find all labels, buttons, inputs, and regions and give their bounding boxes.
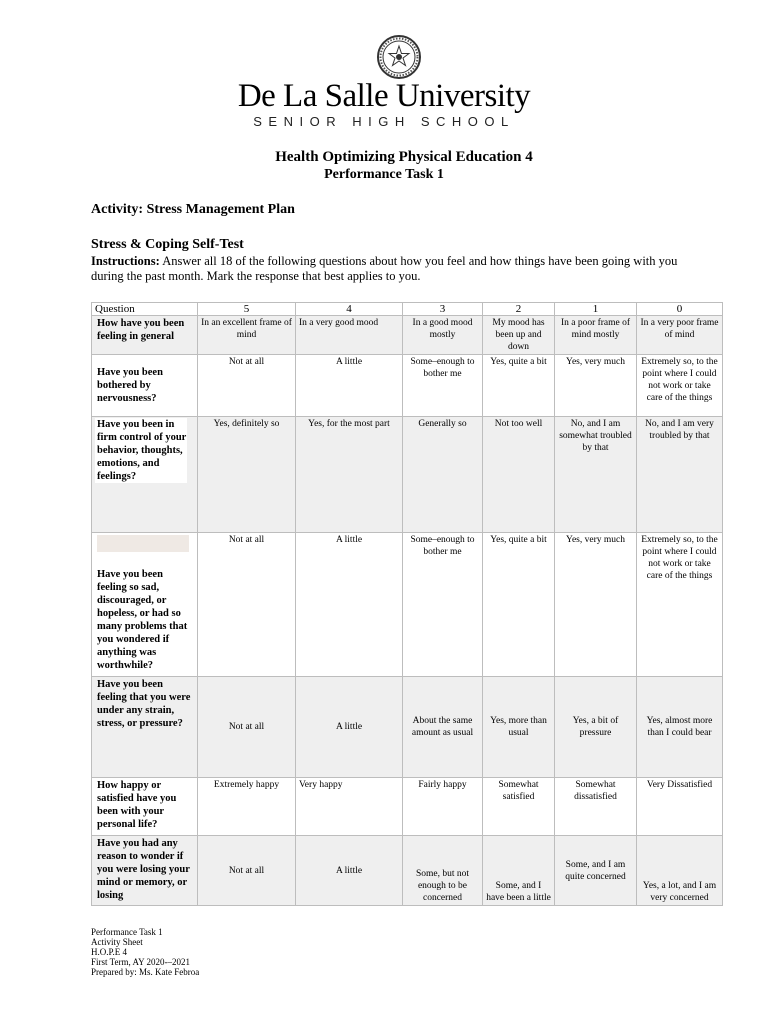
footer-line: H.O.P.E 4 bbox=[91, 947, 128, 957]
header-question: Question bbox=[92, 303, 198, 316]
university-name: De La Salle University bbox=[237, 78, 531, 114]
answer-4[interactable]: A little bbox=[296, 355, 403, 417]
table-row bbox=[92, 778, 723, 836]
footer-line: Prepared by: Ms. Kate Febroa bbox=[91, 967, 200, 977]
answer-0[interactable]: Extremely so, to the point where I could not work or take care of the things bbox=[637, 355, 723, 417]
table-row bbox=[92, 355, 723, 417]
answer-1[interactable]: In a poor frame of mind mostly bbox=[555, 316, 637, 355]
question-cell: Have you been feeling that you were under any strain, stress, or pressure? bbox=[92, 677, 198, 778]
table-row bbox=[92, 836, 723, 906]
instructions-label: Instructions: bbox=[91, 254, 160, 268]
answer-0[interactable]: Yes, almost more than I could bear bbox=[637, 677, 723, 778]
answer-2[interactable]: Somewhat satisfied bbox=[483, 778, 555, 836]
answer-1[interactable]: Some, and I am quite concerned bbox=[555, 836, 637, 906]
answer-1[interactable]: No, and I am somewhat troubled by that bbox=[555, 417, 637, 533]
answer-4[interactable]: A little bbox=[296, 533, 403, 677]
answer-3[interactable]: About the same amount as usual bbox=[403, 677, 483, 778]
footer bbox=[91, 927, 199, 977]
answer-0[interactable]: No, and I am very troubled by that bbox=[637, 417, 723, 533]
question-text: Have you been in firm control of your behavior, thoughts, emotions, and feelings? bbox=[97, 419, 187, 482]
answer-1[interactable]: Yes, very much bbox=[555, 533, 637, 677]
self-test-table bbox=[91, 302, 723, 906]
answer-5[interactable]: Not at all bbox=[198, 355, 296, 417]
question-cell bbox=[92, 417, 198, 533]
header-score-3: 3 bbox=[403, 303, 483, 316]
answer-2[interactable]: Yes, more than usual bbox=[483, 677, 555, 778]
section-title: Stress & Coping Self-Test bbox=[91, 237, 244, 252]
answer-1[interactable]: Somewhat dissatisfied bbox=[555, 778, 637, 836]
answer-3[interactable]: Generally so bbox=[403, 417, 483, 533]
answer-1[interactable]: Yes, very much bbox=[555, 355, 637, 417]
answer-2[interactable]: Some, and I have been a little bbox=[483, 836, 555, 906]
highlight-swatch bbox=[97, 535, 189, 552]
question-cell bbox=[92, 533, 198, 677]
answer-2[interactable]: Yes, quite a bit bbox=[483, 355, 555, 417]
answer-2[interactable]: My mood has been up and down bbox=[483, 316, 555, 355]
table-row bbox=[92, 417, 723, 533]
answer-5[interactable]: Extremely happy bbox=[198, 778, 296, 836]
table-row bbox=[92, 316, 723, 355]
activity-title: Activity: Stress Management Plan bbox=[91, 202, 295, 217]
header-score-1: 1 bbox=[555, 303, 637, 316]
answer-0[interactable]: In a very poor frame of mind bbox=[637, 316, 723, 355]
task-title: Performance Task 1 bbox=[324, 167, 444, 182]
answer-1[interactable]: Yes, a bit of pressure bbox=[555, 677, 637, 778]
answer-4[interactable]: In a very good mood bbox=[296, 316, 403, 355]
answer-3[interactable]: Some–enough to bother me bbox=[403, 533, 483, 677]
answer-2[interactable]: Yes, quite a bit bbox=[483, 533, 555, 677]
question-cell: How have you been feeling in general bbox=[92, 316, 198, 355]
table-header-row bbox=[92, 303, 723, 316]
answer-3[interactable]: Some, but not enough to be concerned bbox=[403, 836, 483, 906]
university-seal bbox=[376, 34, 422, 80]
question-cell: Have you had any reason to wonder if you were losing your mind or memory, or losing bbox=[92, 836, 198, 906]
answer-4[interactable]: Very happy bbox=[296, 778, 403, 836]
footer-line: Activity Sheet bbox=[91, 937, 143, 947]
answer-5[interactable]: In an excellent frame of mind bbox=[198, 316, 296, 355]
answer-3[interactable]: Fairly happy bbox=[403, 778, 483, 836]
question-cell: How happy or satisfied have you been with your personal life? bbox=[92, 778, 198, 836]
header-score-2: 2 bbox=[483, 303, 555, 316]
header-score-0: 0 bbox=[637, 303, 723, 316]
answer-5[interactable]: Not at all bbox=[198, 836, 296, 906]
answer-4[interactable]: Yes, for the most part bbox=[296, 417, 403, 533]
answer-3[interactable]: In a good mood mostly bbox=[403, 316, 483, 355]
answer-4[interactable]: A little bbox=[296, 836, 403, 906]
answer-5[interactable]: Not at all bbox=[198, 533, 296, 677]
answer-0[interactable]: Very Dissatisfied bbox=[637, 778, 723, 836]
instructions bbox=[91, 254, 681, 284]
answer-4[interactable]: A little bbox=[296, 677, 403, 778]
course-title: Health Optimizing Physical Education 4 bbox=[275, 149, 533, 165]
table-row bbox=[92, 533, 723, 677]
instructions-text: Answer all 18 of the following questions about how you feel and how things have been going with you during the past month. Mark the response that best applies to you. bbox=[91, 254, 678, 283]
school-name: SENIOR HIGH SCHOOL bbox=[253, 114, 515, 129]
table-row bbox=[92, 677, 723, 778]
footer-line: First Term, AY 2020-–2021 bbox=[91, 957, 191, 967]
question-cell: Have you been bothered by nervousness? bbox=[92, 355, 198, 417]
footer-line: Performance Task 1 bbox=[91, 927, 163, 937]
answer-0[interactable]: Yes, a lot, and I am very concerned bbox=[637, 836, 723, 906]
answer-3[interactable]: Some–enough to bother me bbox=[403, 355, 483, 417]
answer-5[interactable]: Yes, definitely so bbox=[198, 417, 296, 533]
answer-5[interactable]: Not at all bbox=[198, 677, 296, 778]
header-score-4: 4 bbox=[296, 303, 403, 316]
question-text: Have you been feeling so sad, discouraged, or hopeless, or had so many problems that you wondered if anything was worthwhile? bbox=[97, 569, 188, 671]
answer-0[interactable]: Extremely so, to the point where I could not work or take care of the things bbox=[637, 533, 723, 677]
answer-2[interactable]: Not too well bbox=[483, 417, 555, 533]
header-score-5: 5 bbox=[198, 303, 296, 316]
